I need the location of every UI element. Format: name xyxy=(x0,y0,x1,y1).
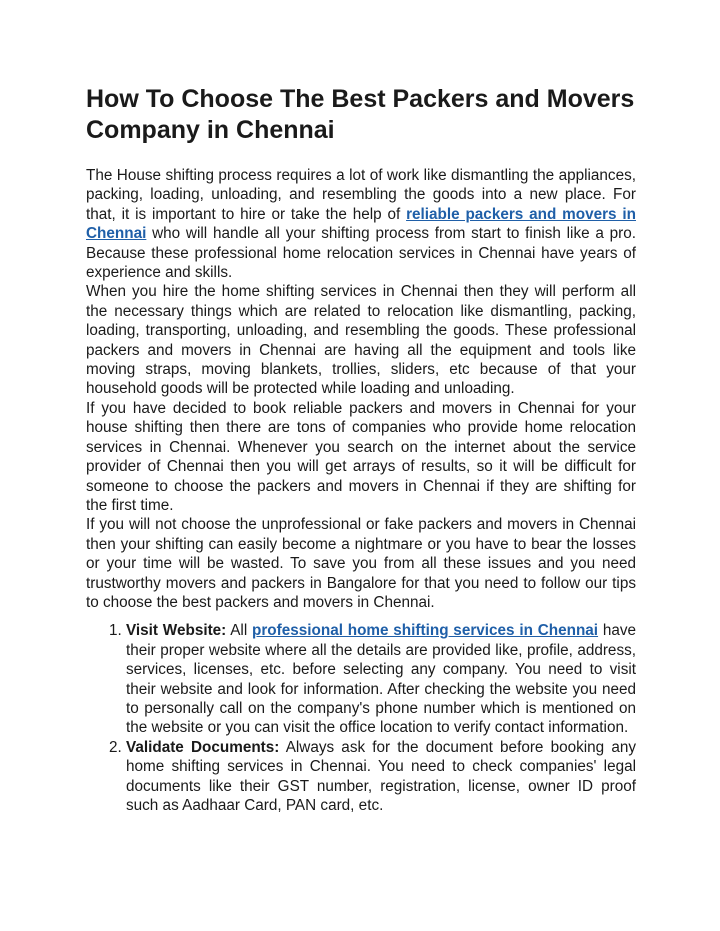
tips-list xyxy=(86,621,636,815)
tip-label: Visit Website: xyxy=(126,622,227,640)
reliable-packers-link[interactable]: reliable packers and movers in Chennai xyxy=(86,205,636,243)
paragraph-choosing: If you have decided to book reliable packers and movers in Chennai for your house shifting then there are tons of companies who provide home relocation services in Chennai. Whenever you search on the internet about the service provider of Chennai then you will get arrays of results, so it will be difficult for someone to choose the packers and movers in Chennai if they are shifting for the first time. xyxy=(86,399,636,514)
intro-text-before: The House shifting process requires a lot of work like dismantling the appliances, packing, loading, unloading, and resembling the goods into a new place. For that, it is important to hire or take the help of xyxy=(86,167,636,223)
list-item xyxy=(126,621,636,737)
intro-paragraph xyxy=(86,166,636,282)
paragraph-tips-intro: If you will not choose the unprofessional or fake packers and movers in Chennai then your shifting can easily become a nightmare or you have to bear the losses or your time will be wasted. To save you from all these issues and you need trustworthy movers and packers in Bangalore for that you need to follow our tips to choose the best packers and movers in Chennai. xyxy=(86,516,636,611)
home-shifting-services-link[interactable]: professional home shifting services in Chennai xyxy=(252,622,599,640)
paragraph-equipment: When you hire the home shifting services in Chennai then they will perform all the necessary things which are related to relocation like dismantling, packing, loading, transporting, unloading, and resembling the goods. These professional packers and movers in Chennai are having all the equipment and tools like moving straps, moving blankets, trollies, sliders, etc because of that your household goods will be protected while loading and unloading. xyxy=(86,283,636,398)
tip-text-after: have their proper website where all the details are provided like, profile, address, services, licenses, etc. before selecting any company. You need to visit their website and look for information. After checking the website you need to personally call on the company's phone number which is mentioned on the website or you can visit the office location to verify contact information. xyxy=(126,622,637,737)
list-item xyxy=(126,738,636,816)
page-title: How To Choose The Best Packers and Movers Company in Chennai xyxy=(86,85,635,144)
tip-label: Validate Documents: xyxy=(126,738,280,756)
tip-text: Always ask for the document before booking any home shifting services in Chennai. You need to check companies' legal documents like their GST number, registration, license, owner ID proof such as Aadhaar Card, PAN card, etc. xyxy=(126,738,636,814)
intro-text-after: who will handle all your shifting process from start to finish like a pro. Because these professional home relocation services in Chennai have years of experience and skills. xyxy=(86,225,636,282)
tip-text-before: All xyxy=(226,622,252,640)
